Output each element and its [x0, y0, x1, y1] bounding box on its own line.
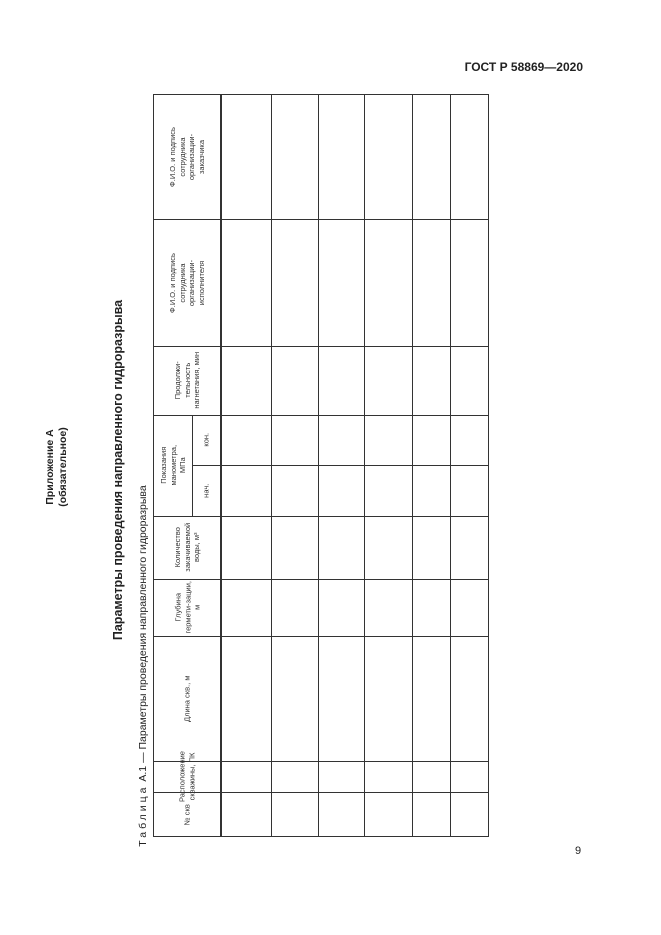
column-header-contractor-signature: Ф.И.О. и подпись сотрудника организации-исполнителя — [168, 252, 206, 313]
parameters-table — [153, 94, 489, 837]
column-header-manometer: Показания манометра, МПа — [158, 445, 187, 486]
table-caption-text: — Параметры проведения направленного гидроразрыва — [137, 485, 149, 763]
table-caption-number: А.1 — [137, 765, 149, 782]
document-code: ГОСТ Р 58869—2020 — [464, 60, 583, 74]
table-caption-prefix: Таблица — [137, 784, 149, 847]
column-header-duration: Продолжи-тельность нагнетания, мин — [172, 352, 201, 409]
appendix-heading — [44, 427, 70, 507]
column-header-manometer-start: нач. — [201, 483, 211, 498]
appendix-title: Приложение А — [44, 429, 56, 505]
column-header-well-length: Длина скв., м — [182, 675, 192, 722]
column-header-manometer-end: кон. — [201, 433, 211, 447]
section-title: Параметры проведения направленного гидроразрыва — [111, 299, 125, 641]
column-header-water-volume: Количество закачиваемой воды, м³ — [172, 523, 201, 572]
column-header-customer-signature: Ф.И.О. и подпись сотрудника организации-заказчика — [168, 127, 206, 187]
page-number: 9 — [575, 845, 582, 857]
table-caption — [137, 485, 149, 846]
column-header-sealing-depth: Глубина гермети-зации, м — [172, 581, 201, 634]
column-header-well-number: № скв — [182, 803, 192, 826]
column-header-well-location: Расположение скважины, ПК — [177, 751, 196, 802]
appendix-status: (обязательное) — [57, 427, 69, 507]
